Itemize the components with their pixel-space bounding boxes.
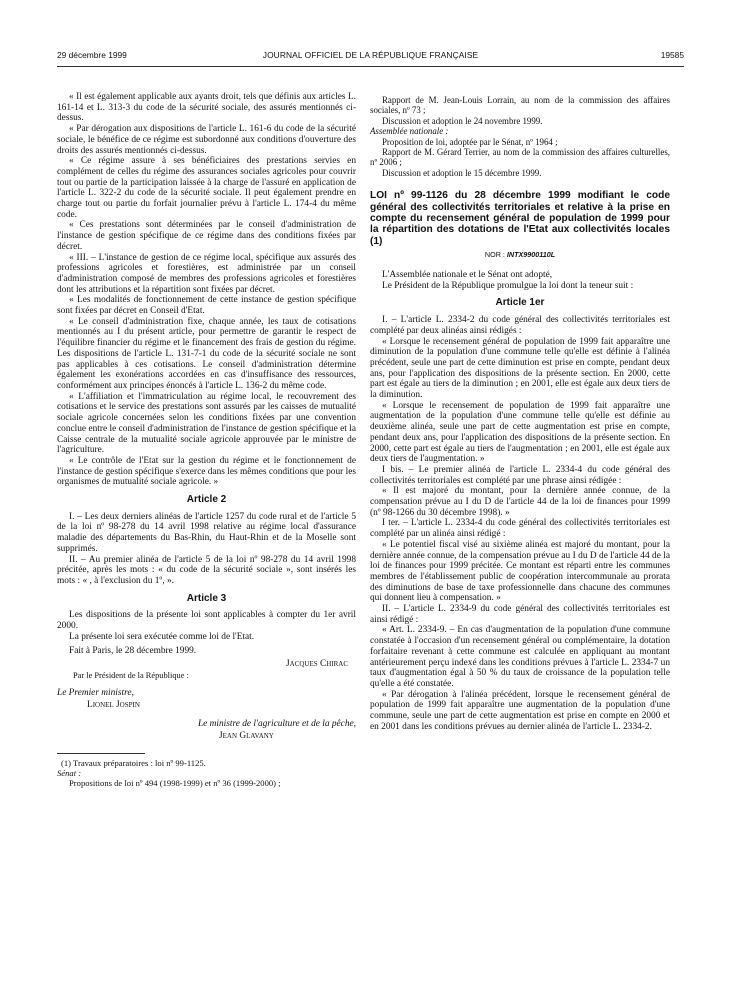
paragraph: « Ces prestations sont déterminées par le conseil d'administration de l'instance de gestion spécifique de ce régime dans des conditions fixées par décret. (57, 220, 356, 252)
page-header (57, 48, 684, 64)
senat-label: Sénat : (57, 768, 82, 779)
paragraph: I. – Les deux derniers alinéas de l'article 1257 du code rural et de l'article 5 de la loi nº 98-278 du 14 avril 1998 relative au régime local d'assurance maladie des départements du Bas-Rhin, du Haut-Rhin et de la Moselle sont supprimés. (57, 511, 356, 554)
preparatory-works (370, 95, 670, 126)
intro-line: Le Président de la République promulgue la loi dont la teneur suit : (382, 280, 634, 291)
left-column (57, 92, 356, 788)
paragraph: Les dispositions de la présente loi sont applicables à compter du 1er avril 2000. (57, 610, 356, 632)
paragraph: « Lorsque le recensement général de population de 1999 fait apparaître une diminution de la population d'une commune telle qu'elle est définie à l'alinéa précédent, seule une part de cette diminution est prise en compte, pendant deux ans, pour l'application des dispositions de la présente section. En 2000, cette part est égale au tiers de la diminution ; en 2001, elle est égale aux deux tiers de la diminution. (370, 336, 670, 401)
paragraph: I. – L'article L. 2334-2 du code général des collectivités territoriales est complété par deux alinéas ainsi rédigés : (370, 315, 670, 336)
paragraph: « Les modalités de fonctionnement de cette instance de gestion spécifique sont fixées par décret en Conseil d'Etat. (57, 295, 356, 317)
intro-line: L'Assemblée nationale et le Sénat ont adopté, (382, 269, 553, 280)
prep-line: Rapport de M. Gérard Terrier, au nom de la commission des affaires culturelles, nº 2006 ; (370, 147, 670, 168)
law-title: LOI nº 99-1126 du 28 décembre 1999 modifiant le code général des collectivités territoriales et relative à la prise en compte du recensement général de population de 1999 pour la répartition des dotations de l'Etat aux collectivités locales (1) (370, 190, 670, 247)
paragraph: « Par dérogation à l'alinéa précédent, lorsque le recensement général de population de 1999 fait apparaître une augmentation de la population d'une commune, seule une part de cette augmentation est prise en compte en 2000 et en 2001 dans les conditions prévues au dernier alinéa de l'article L. 2334-2. (370, 689, 670, 732)
journal-title: JOURNAL OFFICIEL DE LA RÉPUBLIQUE FRANÇAISE (262, 50, 479, 60)
prep-line: Discussion et adoption le 24 novembre 1999. (382, 115, 543, 126)
prime-minister-name: Lionel Jospin (87, 700, 140, 711)
promulgation-intro (370, 270, 670, 291)
paragraph: I bis. – Le premier alinéa de l'article L. 2334-4 du code général des collectivités territoriales est complété par une phrase ainsi rédigée : (370, 464, 670, 486)
paragraph: « Il est également applicable aux ayants droit, tels que définis aux articles L. 161-14 et L. 313-3 du code de la sécurité sociale, des assurés mentionnés ci-dessus. (57, 92, 356, 124)
nor-label: NOR : (484, 250, 505, 260)
minister-title: Le ministre de l'agriculture et de la pêche, (197, 718, 356, 729)
minister-name: Jean Glavany (219, 730, 274, 741)
prep-line: Proposition de loi, adoptée par le Sénat, nº 1964 ; (382, 136, 558, 147)
president-name: Jacques Chirac (286, 659, 348, 670)
page-number: 19585 (660, 50, 684, 60)
paragraph: II. – Au premier alinéa de l'article 5 de la loi nº 98-278 du 14 avril 1998 précitée, après les mots : « du code de la sécurité sociale », sont insérés les mots : « , à l'exclusion du 1º, ». (57, 554, 356, 586)
paragraph: « Le conseil d'administration fixe, chaque année, les taux de cotisations mentionnés au I du présent article, pour permettre de garantir le respect de l'équilibre financier du régime et le financement des frais de gestion du régime. Les dispositions de l'article L. 131-7-1 du code de la sécurité sociale ne sont pas applicables à ces cotisations. Le conseil d'administration détermine également les exonérations accordées en cas d'insuffisance des ressources, conformément aux principes énoncés à l'article L. 136-2 du même code. (57, 316, 356, 391)
article-3-heading: Article 3 (186, 592, 227, 604)
paragraph: « Ce régime assure à ses bénéficiaires des prestations servies en complément de celles du régime des assurances sociales agricoles pour couvrir tout ou partie de la participation laissée à la charge de l'assuré en application de l'article L. 322-2 du code de la sécurité sociale. Il peut également prendre en charge tout ou partie du forfait journalier prévu à l'article L. 174-4 du même code. (57, 156, 356, 220)
assemblee-label: Assemblée nationale : (370, 126, 449, 137)
paragraph: « Le potentiel fiscal visé au sixième alinéa est majoré du montant, pour la dernière année connue, de la compensation prévue au I du D de l'article 44 de la loi de finances pour 1999 précitée. Ce montant est réparti entre les communes membres de l'établissement public de coopération intercommunale au prorata des diminutions de base de taxe professionnelle dans chacune des communes qui donnent lieu à compensation. » (370, 539, 670, 604)
header-date: 29 décembre 1999 (57, 50, 127, 60)
article-3-body (57, 610, 356, 642)
article-1-heading: Article 1er (495, 297, 545, 309)
paragraph: « L'affiliation et l'immatriculation au régime local, le recouvrement des cotisations et le service des prestations sont assurés par les caisses de mutualité sociale agricole concernées selon les conditions fixées par une convention conclue entre le conseil d'administration de l'instance de gestion spécifique et la Caisse centrale de la mutualité sociale agricole approuvée par le ministre de l'agriculture. (57, 391, 356, 456)
article-1-body (370, 315, 670, 732)
header-rule (57, 66, 684, 67)
right-column (370, 95, 670, 733)
prep-line: Rapport de M. Jean-Louis Lorrain, au nom de la commission des affaires sociales, nº 73 ; (370, 95, 670, 116)
prime-minister-title: Le Premier ministre, (57, 687, 134, 698)
paragraph: « Il est majoré du montant, pour la dernière année connue, de la compensation prévue au I du D de l'article 44 de la loi de finances pour 1999 (nº 98-1266 du 30 décembre 1998). » (370, 486, 670, 518)
footnote-rule (57, 753, 145, 754)
footnote-label: (1) Travaux préparatoires : loi nº 99-1125. (61, 758, 206, 769)
assemblee-works (370, 137, 670, 179)
footnote-propositions: Propositions de loi nº 494 (1998-1999) et nº 36 (1999-2000) ; (69, 778, 281, 789)
paragraph: I ter. – L'article L. 2334-4 du code général des collectivités territoriales est complété par un alinéa ainsi rédigé : (370, 518, 670, 540)
paragraph: La présente loi sera exécutée comme loi de l'Etat. (69, 631, 255, 642)
nor-code: INTX9900110L (506, 250, 556, 260)
nor-reference (370, 250, 670, 261)
paragraph: « III. – L'instance de gestion de ce régime local, spécifique aux assurés des professions agricoles et forestières, est administrée par un conseil d'administration composé de membres des professions agricoles et forestières dont les attributions et la répartition sont fixées par décret. (57, 252, 356, 295)
signature-place-date: Fait à Paris, le 28 décembre 1999. (69, 646, 197, 657)
paragraph: « Le contrôle de l'Etat sur la gestion du régime et le fonctionnement de l'instance de gestion spécifique s'exerce dans les mêmes conditions que pour les organismes de mutualité sociale agricole. » (57, 455, 356, 488)
left-paragraphs (57, 92, 356, 488)
article-2-body (57, 512, 356, 587)
article-2-heading: Article 2 (186, 494, 227, 506)
paragraph: « Lorsque le recensement de population de 1999 fait apparaître une augmentation de la population d'une commune telle qu'elle est définie au deuxième alinéa, seule une part de cette augmentation est prise en compte, pendant deux ans, pour l'application des dispositions de la présente section. En 2000, cette part est égale au tiers de l'augmentation ; en 2001, elle est égale aux deux tiers de l'augmentation. » (370, 400, 670, 465)
paragraph: II. – L'article L. 2334-9 du code général des collectivités territoriales est ainsi rédigé : (370, 604, 670, 625)
paragraph: « Par dérogation aux dispositions de l'article L. 161-6 du code de la sécurité sociale, le bénéfice de ce régime est subordonné aux conditions d'ouverture des droits des assurés mentionnés ci-dessus. (57, 124, 356, 156)
by-president: Par le Président de la République : (73, 670, 189, 680)
paragraph: « Art. L. 2334-9. – En cas d'augmentation de la population d'une commune constatée à l'occasion d'un recensement général ou complémentaire, la dotation forfaitaire revenant à cette commune est calculée en appliquant au montant antérieurement perçu indexé dans les conditions prévues à l'article L. 2334-7 un taux d'augmentation égal à 50 % du taux de croissance de la population telle qu'elle a été constatée. (370, 625, 670, 689)
prep-line: Discussion et adoption le 15 décembre 1999. (382, 167, 542, 178)
